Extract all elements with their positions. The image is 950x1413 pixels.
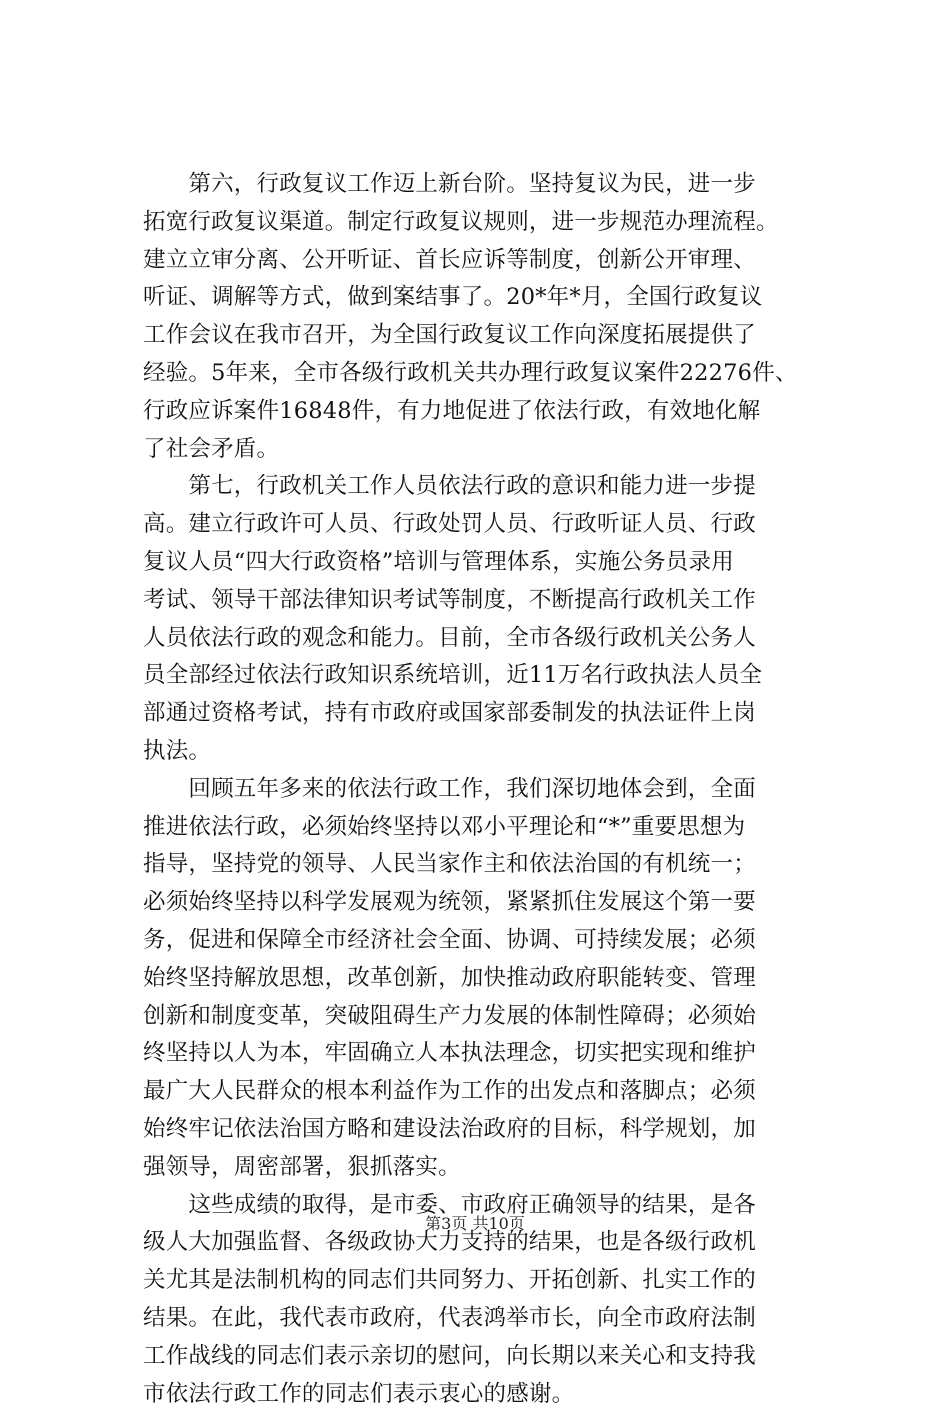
text-line: 第六，行政复议工作迈上新台阶。坚持复议为民，进一步 bbox=[143, 166, 833, 204]
text-line: 执法。 bbox=[143, 733, 833, 771]
text-line: 听证、调解等方式，做到案结事了。20*年*月，全国行政复议 bbox=[143, 279, 833, 317]
text-line: 复议人员“四大行政资格”培训与管理体系，实施公务员录用 bbox=[143, 544, 833, 582]
text-line: 工作会议在我市召开，为全国行政复议工作向深度拓展提供了 bbox=[143, 317, 833, 355]
text-line: 部通过资格考试，持有市政府或国家部委制发的执法证件上岗 bbox=[143, 695, 833, 733]
text-line: 高。建立行政许可人员、行政处罚人员、行政听证人员、行政 bbox=[143, 506, 833, 544]
text-line: 创新和制度变革，突破阻碍生产力发展的体制性障碍；必须始 bbox=[143, 998, 833, 1036]
text-line: 强领导，周密部署，狠抓落实。 bbox=[143, 1149, 833, 1187]
paragraph-sixth-point bbox=[143, 166, 833, 468]
text-line: 经验。5年来，全市各级行政机关共办理行政复议案件22276件、 bbox=[143, 355, 833, 393]
text-line: 最广大人民群众的根本利益作为工作的出发点和落脚点；必须 bbox=[143, 1073, 833, 1111]
text-line: 终坚持以人为本，牢固确立人本执法理念，切实把实现和维护 bbox=[143, 1035, 833, 1073]
text-line: 市依法行政工作的同志们表示衷心的感谢。 bbox=[143, 1376, 833, 1413]
text-line: 考试、领导干部法律知识考试等制度，不断提高行政机关工作 bbox=[143, 582, 833, 620]
text-line: 关尤其是法制机构的同志们共同努力、开拓创新、扎实工作的 bbox=[143, 1262, 833, 1300]
paragraph-review bbox=[143, 771, 833, 1187]
text-line: 员全部经过依法行政知识系统培训，近11万名行政执法人员全 bbox=[143, 657, 833, 695]
text-line: 推进依法行政，必须始终坚持以邓小平理论和“*”重要思想为 bbox=[143, 809, 833, 847]
paragraph-seventh-point bbox=[143, 468, 833, 770]
text-line: 拓宽行政复议渠道。制定行政复议规则，进一步规范办理流程。 bbox=[143, 204, 833, 242]
text-line: 工作战线的同志们表示亲切的慰问，向长期以来关心和支持我 bbox=[143, 1338, 833, 1376]
text-line: 始终牢记依法治国方略和建设法治政府的目标，科学规划，加 bbox=[143, 1111, 833, 1149]
text-line: 指导，坚持党的领导、人民当家作主和依法治国的有机统一； bbox=[143, 846, 833, 884]
text-line: 行政应诉案件16848件，有力地促进了依法行政，有效地化解 bbox=[143, 393, 833, 431]
page-footer bbox=[0, 1214, 950, 1234]
text-line: 务，促进和保障全市经济社会全面、协调、可持续发展；必须 bbox=[143, 922, 833, 960]
text-line: 始终坚持解放思想，改革创新，加快推动政府职能转变、管理 bbox=[143, 960, 833, 998]
text-line: 必须始终坚持以科学发展观为统领，紧紧抓住发展这个第一要 bbox=[143, 884, 833, 922]
text-line: 这些成绩的取得，是市委、市政府正确领导的结果，是各 bbox=[143, 1187, 833, 1225]
page-total: 共10页 bbox=[472, 1214, 524, 1233]
text-line: 回顾五年多来的依法行政工作，我们深切地体会到，全面 bbox=[143, 771, 833, 809]
text-line: 了社会矛盾。 bbox=[143, 431, 833, 469]
text-line: 结果。在此，我代表市政府，代表鸿举市长，向全市政府法制 bbox=[143, 1300, 833, 1338]
text-line: 级人大加强监督、各级政协大力支持的结果，也是各级行政机 bbox=[143, 1224, 833, 1262]
text-line: 第七，行政机关工作人员依法行政的意识和能力进一步提 bbox=[143, 468, 833, 506]
text-line: 建立立审分离、公开听证、首长应诉等制度，创新公开审理、 bbox=[143, 242, 833, 280]
page-number: 第3页 bbox=[425, 1214, 467, 1233]
text-line: 人员依法行政的观念和能力。目前，全市各级行政机关公务人 bbox=[143, 620, 833, 658]
